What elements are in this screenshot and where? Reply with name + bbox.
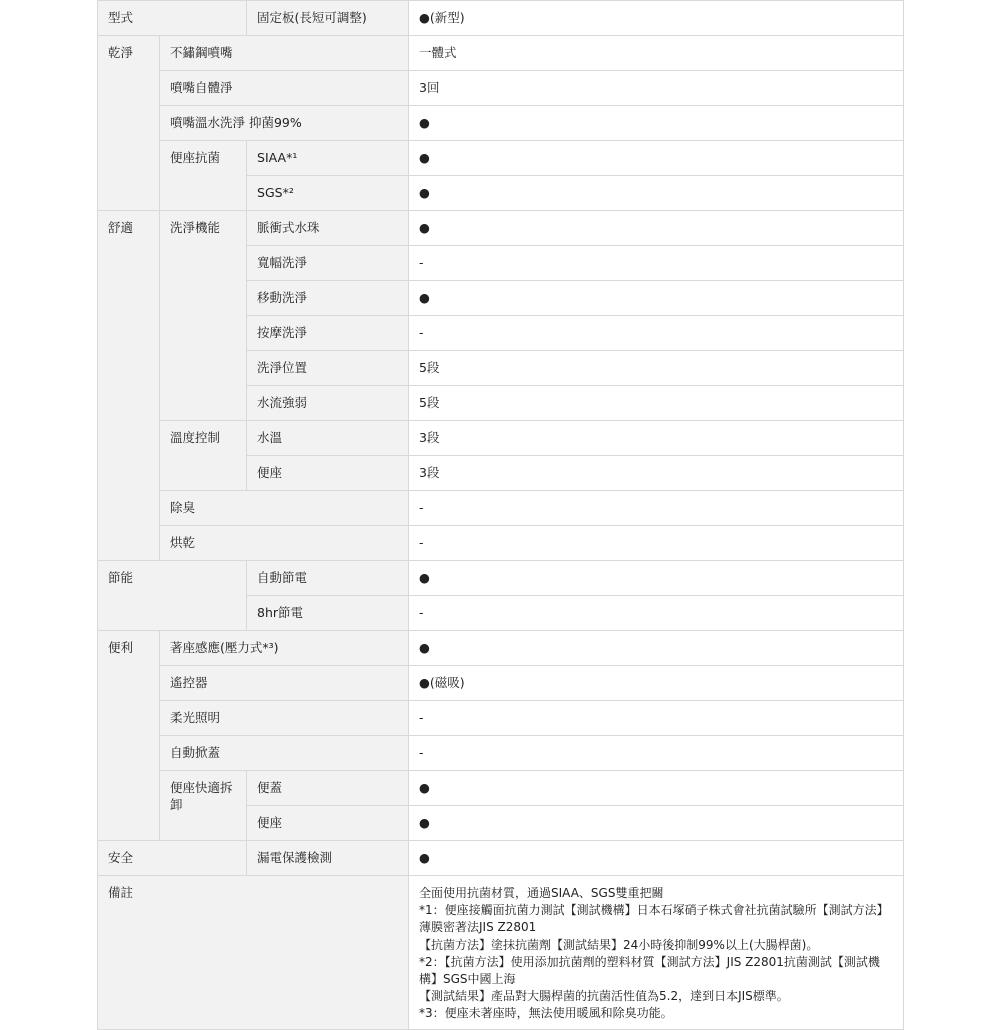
table-row <box>98 491 904 526</box>
row-sublabel-wash: 水流強弱 <box>247 386 409 421</box>
table-row <box>98 701 904 736</box>
table-row <box>98 876 904 1030</box>
table-row <box>98 1 904 36</box>
row-sublabel-wash: 移動洗淨 <box>247 281 409 316</box>
row-value-warm-wash: ● <box>409 106 904 141</box>
row-label-wash-function: 洗淨機能 <box>160 211 247 421</box>
group-label-energy: 節能 <box>98 561 247 631</box>
remarks-text: 全面使用抗菌材質，通過SIAA、SGS雙重把關 *1：便座接觸面抗菌力測試【測試機構】日本石塚硝子株式會社抗菌試驗所【測試方法】薄膜密著法JIS Z2801 【抗菌方法】塗抹抗菌劑【測試結果】24小時後抑制99%以上(大腸桿菌)。 *2：【抗菌方法】使用添加抗菌劑的塑料材質【測試方法】JIS Z2801抗菌測試【測試機構】SGS中國上海 【測試結果】產品對大腸桿菌的抗菌活性值為5.2，達到日本JIS標準。 *3：便座未著座時，無法使用暖風和除臭功能。 <box>409 876 904 1030</box>
table-row <box>98 211 904 246</box>
row-value-nozzle-self-clean: 3回 <box>409 71 904 106</box>
row-value-nozzle-material: 一體式 <box>409 36 904 71</box>
spec-table <box>97 0 904 1030</box>
row-value-wash: - <box>409 316 904 351</box>
row-label-seat-antibac: 便座抗菌 <box>160 141 247 211</box>
row-value-remote: ●(磁吸) <box>409 666 904 701</box>
row-label-temp-control: 溫度控制 <box>160 421 247 491</box>
table-row <box>98 771 904 806</box>
group-label-convenience: 便利 <box>98 631 160 841</box>
row-sublabel-wash: 脈衝式水珠 <box>247 211 409 246</box>
table-row <box>98 736 904 771</box>
row-label-quick-remove: 便座快適拆卸 <box>160 771 247 841</box>
group-label-safety: 安全 <box>98 841 247 876</box>
row-value-energy: - <box>409 596 904 631</box>
row-sublabel-type: 固定板(長短可調整) <box>247 1 409 36</box>
table-row <box>98 666 904 701</box>
row-sublabel-quick-remove: 便蓋 <box>247 771 409 806</box>
row-label-deodorize: 除臭 <box>160 491 409 526</box>
row-sublabel-energy: 自動節電 <box>247 561 409 596</box>
row-sublabel-sgs: SGS*² <box>247 176 409 211</box>
table-row <box>98 841 904 876</box>
row-value-type: ●(新型) <box>409 1 904 36</box>
table-row <box>98 526 904 561</box>
row-sublabel-wash: 按摩洗淨 <box>247 316 409 351</box>
group-label-comfort: 舒適 <box>98 211 160 561</box>
row-sublabel-energy: 8hr節電 <box>247 596 409 631</box>
row-value-quick-remove: ● <box>409 806 904 841</box>
row-value-temp: 3段 <box>409 456 904 491</box>
row-value-quick-remove: ● <box>409 771 904 806</box>
row-sublabel-temp: 便座 <box>247 456 409 491</box>
row-value-temp: 3段 <box>409 421 904 456</box>
row-label-nozzle-material: 不鏽鋼噴嘴 <box>160 36 409 71</box>
row-value-sgs: ● <box>409 176 904 211</box>
table-row <box>98 561 904 596</box>
row-label-nozzle-self-clean: 噴嘴自體淨 <box>160 71 409 106</box>
table-row <box>98 71 904 106</box>
row-value-soft-light: - <box>409 701 904 736</box>
row-sublabel-wash: 寬幅洗淨 <box>247 246 409 281</box>
row-value-auto-lid: - <box>409 736 904 771</box>
row-label-type: 型式 <box>98 1 247 36</box>
row-sublabel-safety: 漏電保護檢測 <box>247 841 409 876</box>
row-value-energy: ● <box>409 561 904 596</box>
row-value-seat-sensor: ● <box>409 631 904 666</box>
group-label-remarks: 備註 <box>98 876 409 1030</box>
row-sublabel-quick-remove: 便座 <box>247 806 409 841</box>
table-row <box>98 36 904 71</box>
row-value-deodorize: - <box>409 491 904 526</box>
row-sublabel-siaa: SIAA*¹ <box>247 141 409 176</box>
table-row <box>98 421 904 456</box>
row-sublabel-wash: 洗淨位置 <box>247 351 409 386</box>
row-label-warm-wash: 噴嘴溫水洗淨 抑菌99% <box>160 106 409 141</box>
table-row <box>98 106 904 141</box>
row-label-remote: 遙控器 <box>160 666 409 701</box>
group-label-clean: 乾淨 <box>98 36 160 211</box>
row-value-wash: ● <box>409 281 904 316</box>
row-value-wash: 5段 <box>409 386 904 421</box>
row-label-dry: 烘乾 <box>160 526 409 561</box>
row-value-dry: - <box>409 526 904 561</box>
table-row <box>98 141 904 176</box>
row-label-soft-light: 柔光照明 <box>160 701 409 736</box>
row-value-siaa: ● <box>409 141 904 176</box>
row-value-wash: 5段 <box>409 351 904 386</box>
row-sublabel-temp: 水溫 <box>247 421 409 456</box>
table-row <box>98 631 904 666</box>
row-label-auto-lid: 自動掀蓋 <box>160 736 409 771</box>
row-label-seat-sensor: 著座感應(壓力式*³) <box>160 631 409 666</box>
row-value-wash: - <box>409 246 904 281</box>
row-value-safety: ● <box>409 841 904 876</box>
row-value-wash: ● <box>409 211 904 246</box>
